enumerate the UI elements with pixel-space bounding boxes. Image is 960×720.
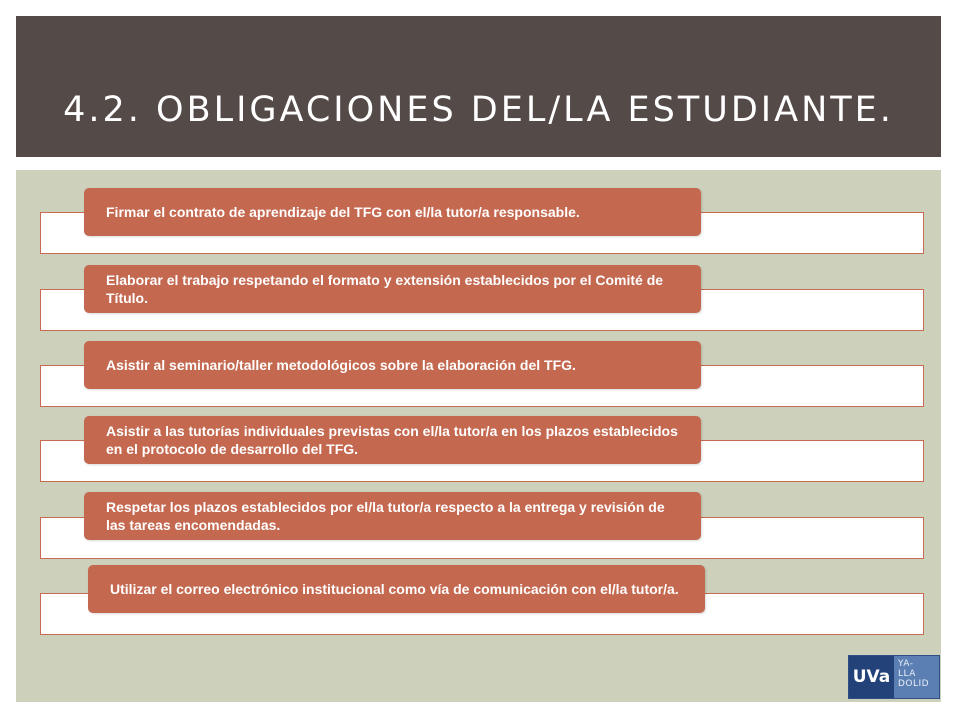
list-item-text: Asistir a las tutorías individuales previstas con el/la tutor/a en los plazos establecidos en el protocolo de desarrollo del TFG. bbox=[106, 423, 678, 457]
list-item bbox=[84, 416, 701, 464]
university-logo bbox=[848, 655, 940, 699]
list-item bbox=[84, 265, 701, 313]
list-item-text: Firmar el contrato de aprendizaje del TFG con el/la tutor/a responsable. bbox=[106, 204, 580, 220]
list-item-text: Elaborar el trabajo respetando el formato y extensión establecidos por el Comité de Título. bbox=[106, 272, 664, 306]
logo-wordmark bbox=[894, 656, 939, 698]
list-item bbox=[84, 341, 701, 389]
logo-line: DOLID bbox=[898, 679, 930, 689]
title-bar bbox=[16, 16, 941, 157]
list-item bbox=[88, 565, 705, 613]
list-item-text: Utilizar el correo electrónico institucional como vía de comunicación con el/la tutor/a. bbox=[110, 581, 679, 597]
slide-title: 4.2. OBLIGACIONES DEL/LA ESTUDIANTE. bbox=[63, 90, 894, 130]
logo-line: YA- bbox=[898, 659, 914, 669]
list-item bbox=[84, 492, 701, 540]
logo-mark: UVa bbox=[849, 656, 894, 698]
list-item-text: Respetar los plazos establecidos por el/la tutor/a respecto a la entrega y revisión de las tareas encomendadas. bbox=[106, 499, 665, 533]
list-item bbox=[84, 188, 701, 236]
list-item-text: Asistir al seminario/taller metodológicos sobre la elaboración del TFG. bbox=[106, 357, 576, 373]
logo-line: LLA bbox=[898, 669, 916, 679]
